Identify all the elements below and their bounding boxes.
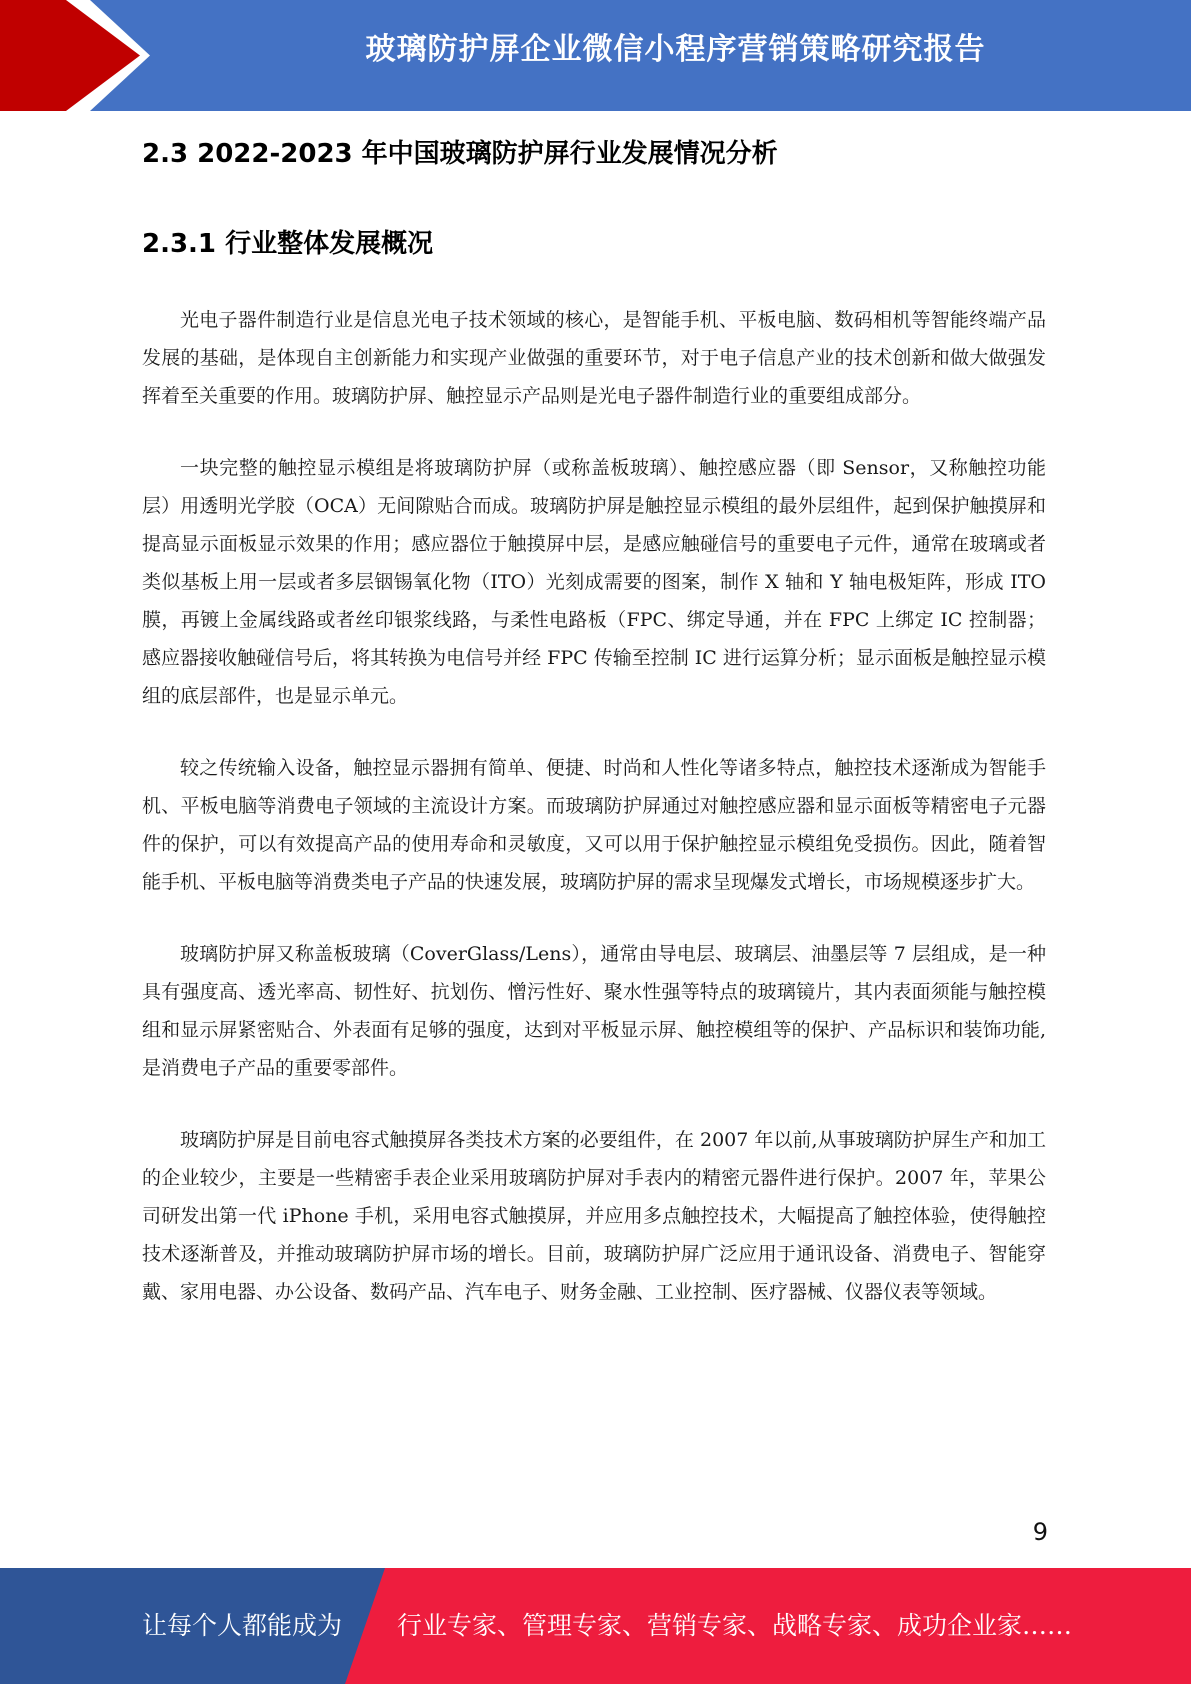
subsection-heading: 2.3.1 行业整体发展概况 xyxy=(142,229,434,259)
page-number: 9 xyxy=(1032,1518,1048,1546)
footer-slogan-right: 行业专家、管理专家、营销专家、战略专家、成功企业家…… xyxy=(397,1611,1073,1640)
paragraph: 较之传统输入设备，触控显示器拥有简单、便捷、时尚和人性化等诸多特点，触控技术逐渐成为智能手机、平板电脑等消费电子领域的主流设计方案。而玻璃防护屏通过对触控感应器和显示面板等精密电子元器件的保护，可以有效提高产品的使用寿命和灵敏度，又可以用于保护触控显示模组免受损伤。因此，随着智能手机、平板电脑等消费类电子产品的快速发展，玻璃防护屏的需求呈现爆发式增长，市场规模逐步扩大。 xyxy=(142,757,1046,893)
paragraph: 光电子器件制造行业是信息光电子技术领域的核心，是智能手机、平板电脑、数码相机等智能终端产品发展的基础，是体现自主创新能力和实现产业做强的重要环节，对于电子信息产业的技术创新和做大做强发挥着至关重要的作用。玻璃防护屏、触控显示产品则是光电子器件制造行业的重要组成部分。 xyxy=(142,309,1046,407)
page-footer xyxy=(0,1568,1191,1684)
footer-slogan-left: 让每个人都能成为 xyxy=(142,1611,343,1640)
main-content xyxy=(142,120,1046,1311)
paragraph: 玻璃防护屏是目前电容式触摸屏各类技术方案的必要组件，在 2007 年以前,从事玻璃防护屏生产和加工的企业较少，主要是一些精密手表企业采用玻璃防护屏对手表内的精密元器件进行保护。2007 年，苹果公司研发出第一代 iPhone 手机，采用电容式触摸屏，并应用多点触控技术，大幅提高了触控体验，使得触控技术逐渐普及，并推动玻璃防护屏市场的增长。目前，玻璃防护屏广泛应用于通讯设备、消费电子、智能穿戴、家用电器、办公设备、数码产品、汽车电子、财务金融、工业控制、医疗器械、仪器仪表等领域。 xyxy=(142,1129,1046,1303)
report-title: 玻璃防护屏企业微信小程序营销策略研究报告 xyxy=(365,32,986,67)
header-red-chevron xyxy=(0,0,140,111)
section-heading: 2.3 2022-2023 年中国玻璃防护屏行业发展情况分析 xyxy=(142,139,778,169)
page-header xyxy=(0,0,1191,111)
paragraph: 一块完整的触控显示模组是将玻璃防护屏（或称盖板玻璃）、触控感应器（即 Sensor，又称触控功能层）用透明光学胶（OCA）无间隙贴合而成。玻璃防护屏是触控显示模组的最外层组件，起到保护触摸屏和提高显示面板显示效果的作用；感应器位于触摸屏中层，是感应触碰信号的重要电子元件，通常在玻璃或者类似基板上用一层或者多层铟锡氧化物（ITO）光刻成需要的图案，制作 X 轴和 Y 轴电极矩阵，形成 ITO 膜，再镀上金属线路或者丝印银浆线路，与柔性电路板（FPC、绑定导通，并在 FPC 上绑定 IC 控制器；感应器接收触碰信号后，将其转换为电信号并经 FPC 传输至控制 IC 进行运算分析；显示面板是触控显示模组的底层部件，也是显示单元。 xyxy=(142,457,1046,707)
paragraph: 玻璃防护屏又称盖板玻璃（CoverGlass/Lens），通常由导电层、玻璃层、油墨层等 7 层组成，是一种具有强度高、透光率高、韧性好、抗划伤、憎污性好、聚水性强等特点的玻璃镜片，其内表面须能与触控模组和显示屏紧密贴合、外表面有足够的强度，达到对平板显示屏、触控模组等的保护、产品标识和装饰功能,是消费电子产品的重要零部件。 xyxy=(142,943,1046,1079)
